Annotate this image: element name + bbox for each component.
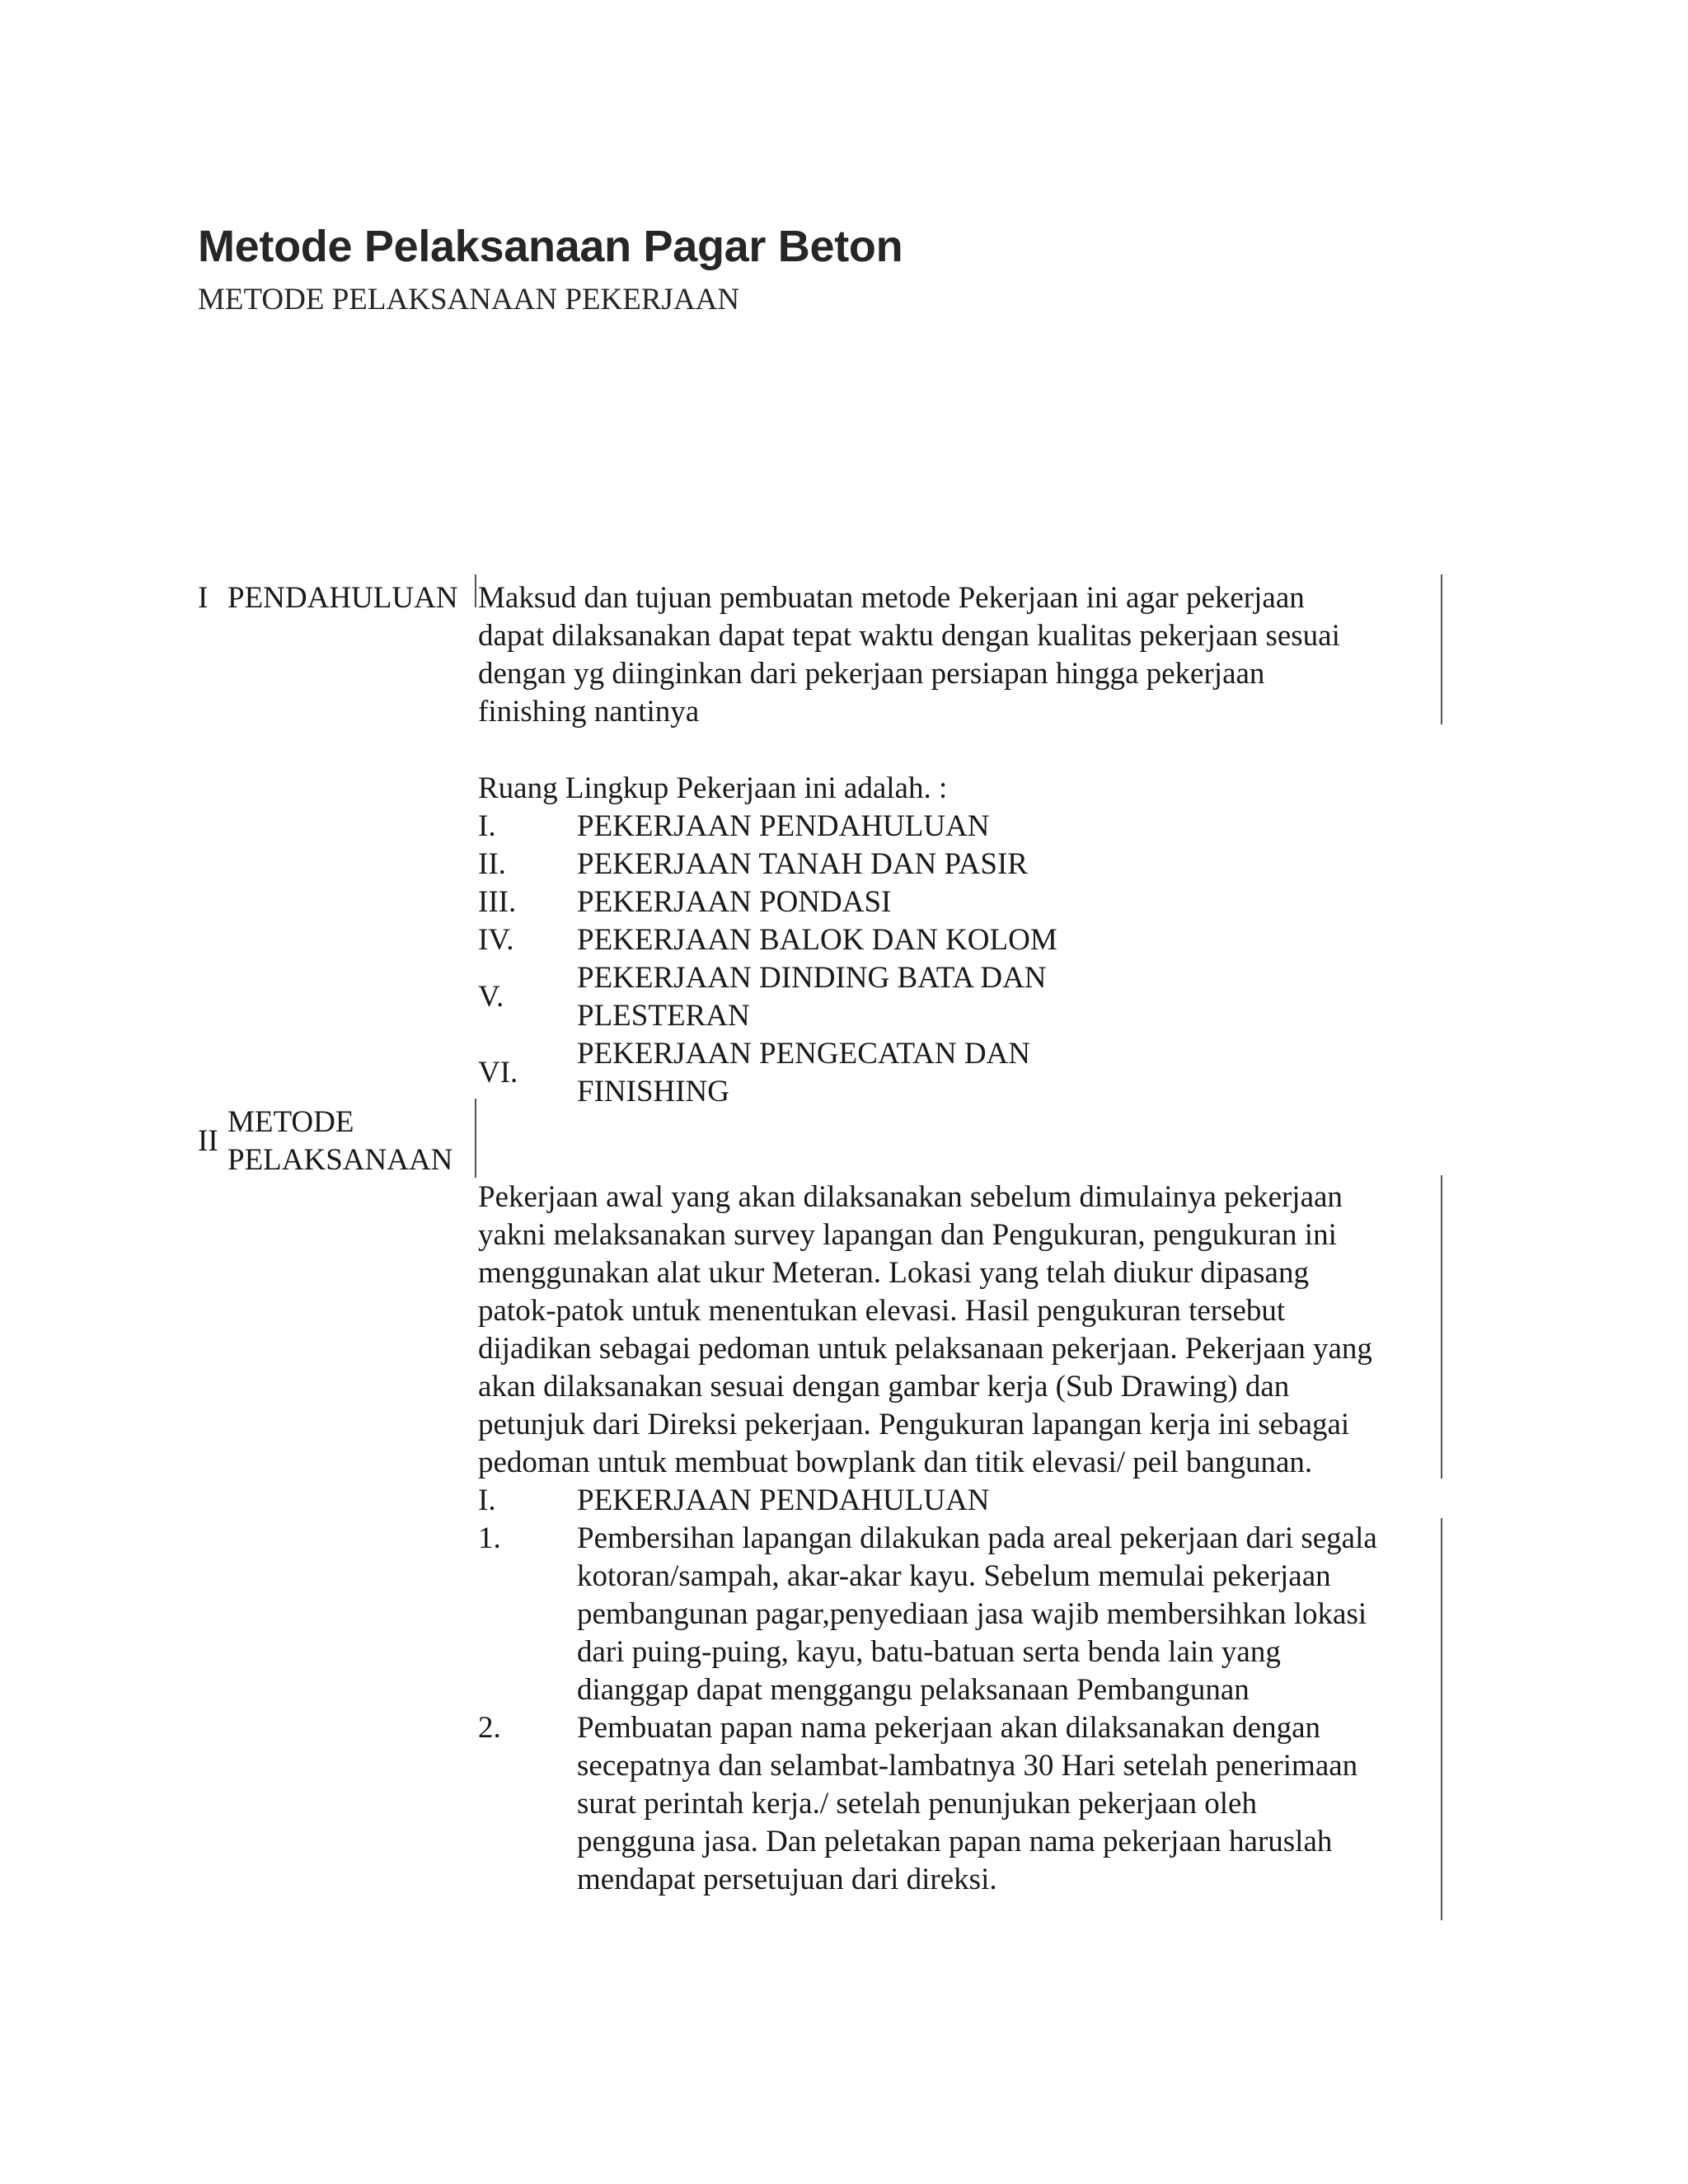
cell-border [475,574,476,607]
section-1-paragraph: Maksud dan tujuan pembuatan metode Pekerjaan ini agar pekerjaan dapat dilaksanakan dapat tepat waktu dengan kualitas pekerjaan sesuai dengan yg diinginkan dari pekerjaan persiapan hingga pekerjaan finishing nantinya [478,581,1340,729]
scope-item-text: PEKERJAAN DINDING BATA DAN PLESTERAN [577,961,1047,1033]
section-2-number: II [198,1124,218,1158]
section-2-label-line2: PELAKSANAAN [227,1143,453,1177]
work-item-text: Pembersihan lapangan dilakukan pada areal pekerjaan dari segala kotoran/sampah, akar-akar kayu. Sebelum memulai pekerjaan pembangunan pagar,penyediaan jasa wajib membersihkan lokasi dari puing-puing, kayu, batu-batuan serta benda lain yang dianggap dapat menggangu pelaksanaan Pembangunan [577,1521,1377,1707]
scope-item-text: PEKERJAAN PENDAHULUAN [577,809,990,843]
scope-item-number: II. [478,847,506,881]
scope-item-number: I. [478,809,496,843]
scope-item-text: PEKERJAAN PONDASI [577,885,892,919]
section-1-number: I [198,581,209,615]
scope-item-text: PEKERJAAN BALOK DAN KOLOM [577,923,1057,957]
work-item-number: 2. [478,1711,501,1745]
scope-item-text: PEKERJAAN PENGECATAN DAN FINISHING [577,1037,1030,1108]
subheading-text: PEKERJAAN PENDAHULUAN [577,1483,990,1517]
scope-intro: Ruang Lingkup Pekerjaan ini adalah. : [478,771,948,805]
work-item-number: 1. [478,1521,501,1555]
scope-item-number: IV. [478,923,514,957]
scope-item-number: VI. [478,1056,518,1090]
page-title: Metode Pelaksanaan Pagar Beton [198,222,903,271]
scope-item-number: V. [478,980,504,1014]
section-2-label-line1: METODE [227,1105,354,1139]
subheading-number: I. [478,1483,496,1517]
scope-item-number: III. [478,885,517,919]
section-2-paragraph: Pekerjaan awal yang akan dilaksanakan sebelum dimulainya pekerjaan yakni melaksanakan survey lapangan dan Pengukuran, pengukuran ini menggunakan alat ukur Meteran. Lokasi yang telah diukur dipasang patok-patok untuk menentukan elevasi. Hasil pengukuran tersebut dijadikan sebagai pedoman untuk pelaksanaan pekerjaan. Pekerjaan yang akan dilaksanakan sesuai dengan gambar kerja (Sub Drawing) dan petunjuk dari Direksi pekerjaan. Pengukuran lapangan kerja ini sebagai pedoman untuk membuat bowplank dan titik elevasi/ peil bangunan. [478,1180,1372,1479]
scope-item-text: PEKERJAAN TANAH DAN PASIR [577,847,1028,881]
cell-border [1441,1518,1442,1920]
work-item-text: Pembuatan papan nama pekerjaan akan dilaksanakan dengan secepatnya dan selambat-lambatnya 30 Hari setelah penerimaan surat perintah kerja./ setelah penunjukan pekerjaan oleh pengguna jasa. Dan peletakan papan nama pekerjaan haruslah mendapat persetujuan dari direksi. [577,1711,1358,1896]
section-1-label: PENDAHULUAN [227,581,458,615]
page-subtitle: METODE PELAKSANAAN PEKERJAAN [198,283,740,316]
cell-border [475,1099,476,1178]
